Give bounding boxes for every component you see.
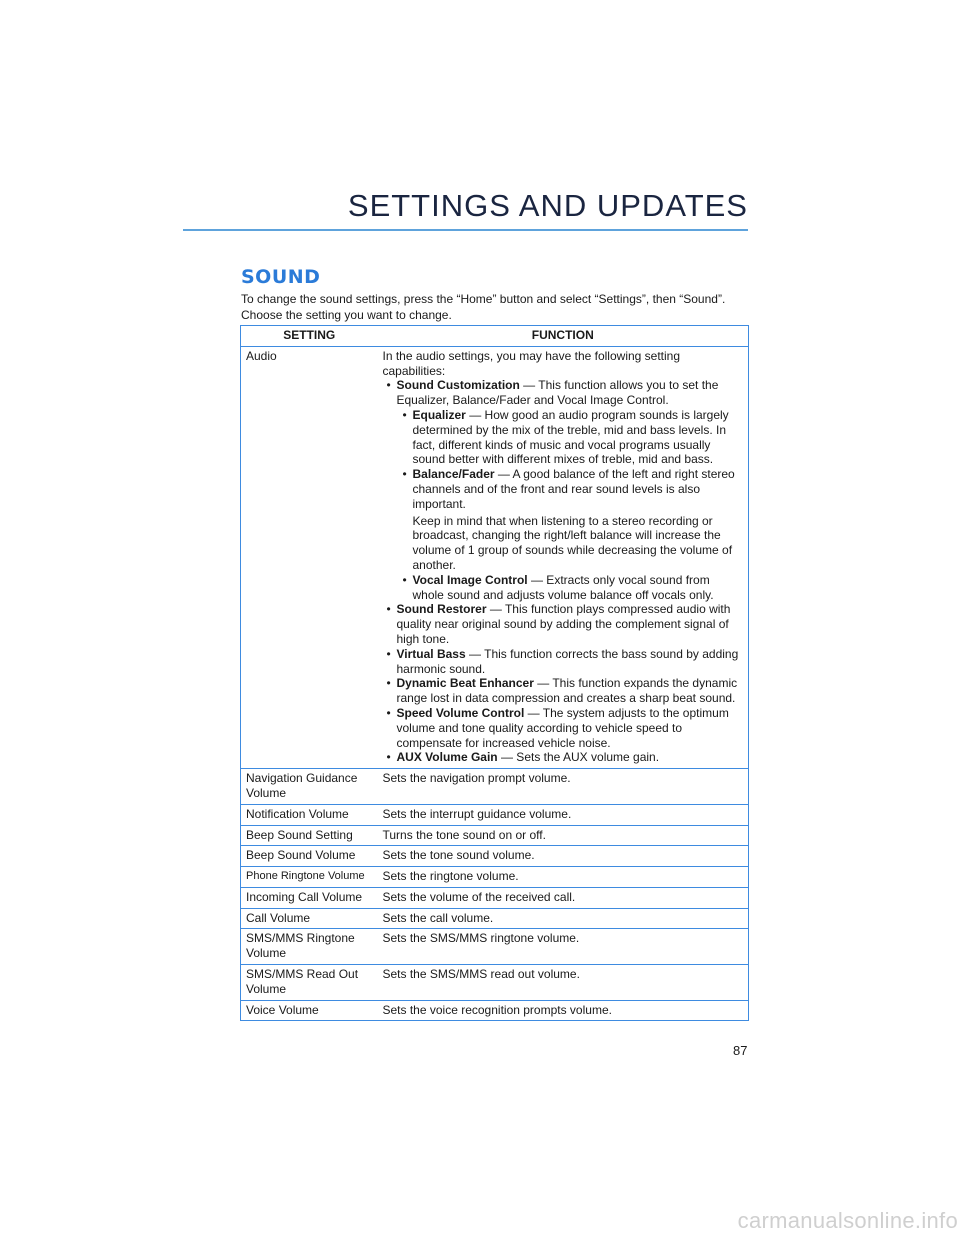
function-cell [378,346,749,768]
setting-cell: Voice Volume [241,1000,378,1021]
setting-cell: Notification Volume [241,804,378,825]
table-row [241,908,749,929]
table-row [241,887,749,908]
setting-cell: Incoming Call Volume [241,887,378,908]
function-cell: Sets the call volume. [378,908,749,929]
setting-cell: SMS/MMS Ringtone Volume [241,929,378,965]
bullet-icon: • [386,378,391,393]
setting-cell: Audio [241,346,378,768]
setting-cell: Beep Sound Volume [241,846,378,867]
balance-note: Keep in mind that when listening to a stereo recording or broadcast, changing the right/left balance will increase the volume of 1 group of sounds while decreasing the volume of another. [412,513,733,572]
page-header-title: SETTINGS AND UPDATES [347,188,748,223]
bullet-icon: • [402,572,407,587]
table-row [241,769,749,805]
bullet-icon: • [386,750,391,765]
list-item: • Dynamic Beat Enhancer — This function expands the dynamic range lost in data compression and creates a sharp beat sound. [386,676,738,706]
table-row [241,867,749,888]
function-cell: Sets the interrupt guidance volume. [378,804,749,825]
section-intro: To change the sound settings, press the “Home” button and select “Settings”, then “Sound”. Choose the setting you want to change. [241,292,726,322]
list-item: • Speed Volume Control — The system adjusts to the optimum volume and tone quality according to vehicle speed to compensate for increased vehicle noise. [386,705,729,750]
bullet-icon: • [386,646,391,661]
table-row [241,965,749,1001]
function-cell: Sets the voice recognition prompts volume. [378,1000,749,1021]
list-item: • Balance/Fader — A good balance of the left and right stereo channels and of the front and rear sound levels is also important. [402,467,735,511]
setting-cell: Phone Ringtone Volume [241,867,378,888]
setting-cell: SMS/MMS Read Out Volume [241,965,378,1001]
bullet-icon: • [386,676,391,691]
list-item: • Vocal Image Control — Extracts only vocal sound from whole sound and adjusts volume balance off vocals only. [402,572,714,602]
table-row [241,846,749,867]
list-item: • AUX Volume Gain — Sets the AUX volume gain. [386,750,660,765]
list-item: • Sound Restorer — This function plays compressed audio with quality near original sound by adding the complement signal of high tone. [386,602,731,646]
setting-cell: Beep Sound Setting [241,825,378,846]
table-row [241,804,749,825]
table-row [241,1000,749,1021]
table-row-audio [241,346,749,768]
header-function: FUNCTION [378,326,749,347]
table-row [241,825,749,846]
table-header-row [241,326,749,347]
function-cell: Sets the navigation prompt volume. [378,769,749,805]
list-item: • Equalizer — How good an audio program sounds is largely determined by the mix of the treble, mid and bass levels. In fact, different kinds of music and vocal programs usually sound better with different mixes of treble, mid and bass. [402,407,729,467]
function-cell: Sets the SMS/MMS read out volume. [378,965,749,1001]
bullet-icon: • [402,407,407,422]
header-setting: SETTING [241,326,378,347]
setting-cell: Call Volume [241,908,378,929]
function-cell: Sets the ringtone volume. [378,867,749,888]
function-cell: Turns the tone sound on or off. [378,825,749,846]
header-divider [183,229,748,231]
setting-cell: Navigation Guidance Volume [241,769,378,805]
page-number: 87 [733,1043,748,1058]
sound-settings-table [240,325,749,1021]
section-title: SOUND [241,266,321,288]
function-cell: Sets the volume of the received call. [378,887,749,908]
function-cell: Sets the SMS/MMS ringtone volume. [378,929,749,965]
watermark-link[interactable]: carmanualsonline.info [737,1208,958,1233]
bullet-icon: • [386,602,391,617]
audio-intro: In the audio settings, you may have the following setting capabilities: [382,348,681,378]
list-item: • Virtual Bass — This function corrects the bass sound by adding harmonic sound. [386,646,739,676]
function-cell: Sets the tone sound volume. [378,846,749,867]
bullet-icon: • [386,705,391,720]
table-row [241,929,749,965]
list-item: • Sound Customization — This function allows you to set the Equalizer, Balance/Fader and Vocal Image Control. [386,378,719,408]
bullet-icon: • [402,467,407,482]
